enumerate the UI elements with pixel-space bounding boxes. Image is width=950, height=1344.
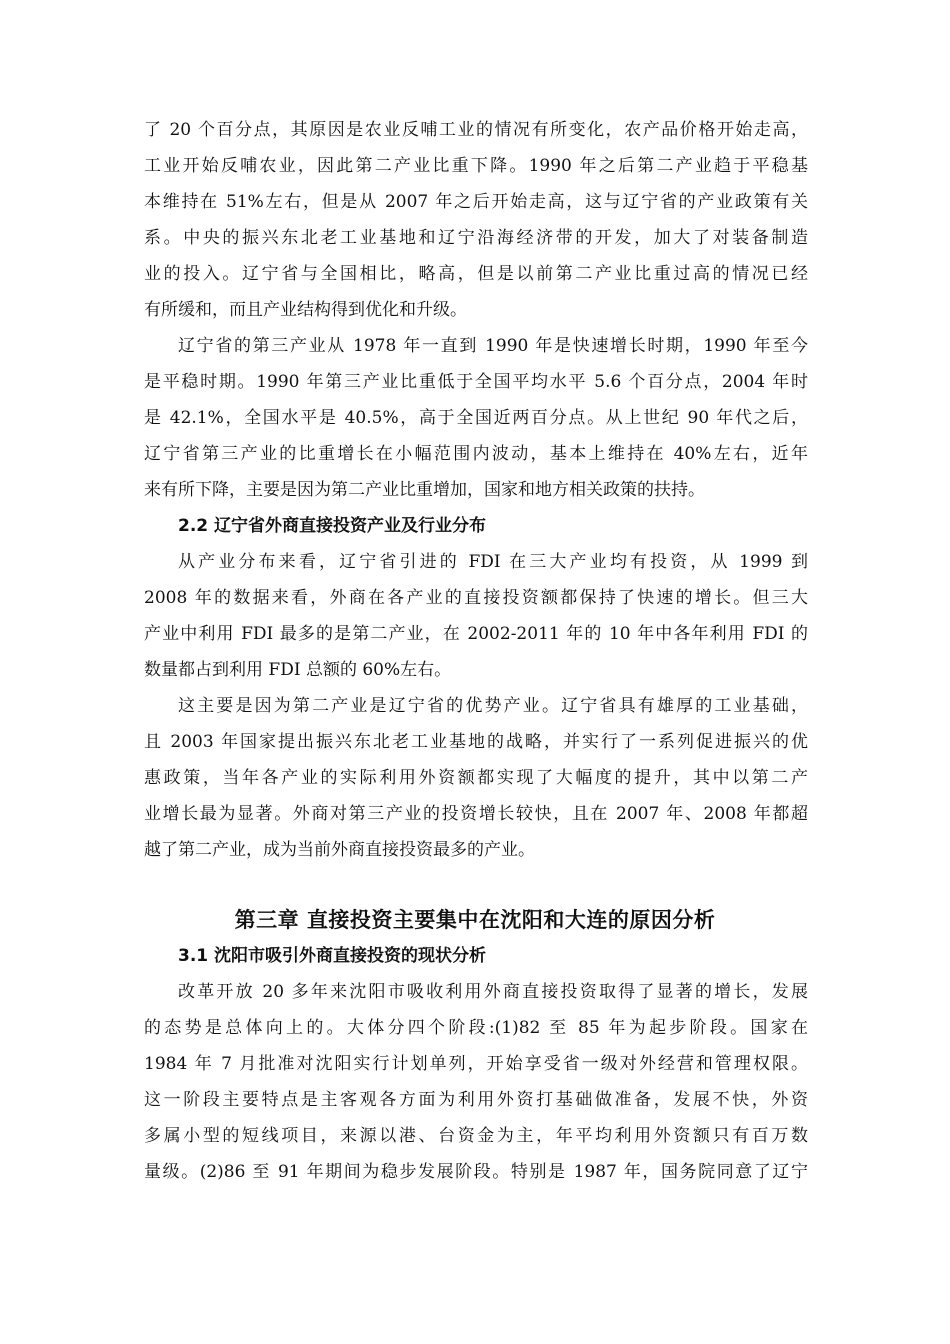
paragraph-line: 的态势是总体向上的。大体分四个阶段:(1)82 至 85 年为起步阶段。国家在 (144, 1018, 808, 1038)
paragraph-line: 了 20 个百分点，其原因是农业反哺工业的情况有所变化，农产品价格开始走高， (144, 120, 808, 140)
paragraph-line: 本维持在 51%左右，但是从 2007 年之后开始走高，这与辽宁省的产业政策有关 (144, 192, 808, 212)
paragraph-line: 惠政策，当年各产业的实际利用外资额都实现了大幅度的提升，其中以第二产 (144, 768, 808, 788)
paragraph-line: 量级。(2)86 至 91 年期间为稳步发展阶段。特别是 1987 年，国务院同意了辽宁 (144, 1162, 808, 1182)
section-heading-3-1: 3.1 沈阳市吸引外商直接投资的现状分析 (178, 946, 487, 966)
paragraph-line: 业的投入。辽宁省与全国相比，略高，但是以前第二产业比重过高的情况已经 (144, 264, 808, 284)
paragraph-line: 是平稳时期。1990 年第三产业比重低于全国平均水平 5.6 个百分点，2004 年时 (144, 372, 808, 392)
paragraph-line: 工业开始反哺农业，因此第二产业比重下降。1990 年之后第二产业趋于平稳基 (144, 156, 808, 176)
section-heading-2-2: 2.2 辽宁省外商直接投资产业及行业分布 (178, 516, 487, 536)
paragraph-line: 业增长最为显著。外商对第三产业的投资增长较快，且在 2007 年、2008 年都超 (144, 804, 808, 824)
paragraph-line: 系。中央的振兴东北老工业基地和辽宁沿海经济带的开发，加大了对装备制造 (144, 228, 808, 248)
paragraph-line: 多属小型的短线项目，来源以港、台资金为主，年平均利用外资额只有百万数 (144, 1126, 808, 1146)
paragraph-line: 2008 年的数据来看，外商在各产业的直接投资额都保持了快速的增长。但三大 (144, 588, 808, 608)
paragraph-line: 有所缓和，而且产业结构得到优化和升级。 (144, 300, 467, 320)
paragraph-line: 这一阶段主要特点是主客观各方面为利用外资打基础做准备，发展不快，外资 (144, 1090, 808, 1110)
paragraph-line: 改革开放 20 多年来沈阳市吸收利用外商直接投资取得了显著的增长，发展 (178, 982, 808, 1002)
paragraph-line: 辽宁省第三产业的比重增长在小幅范围内波动，基本上维持在 40%左右，近年 (144, 444, 808, 464)
paragraph-line: 且 2003 年国家提出振兴东北老工业基地的战略，并实行了一系列促进振兴的优 (144, 732, 808, 752)
paragraph-line: 是 42.1%，全国水平是 40.5%，高于全国近两百分点。从上世纪 90 年代之后， (144, 408, 808, 428)
paragraph-line: 从产业分布来看，辽宁省引进的 FDI 在三大产业均有投资，从 1999 到 (178, 552, 808, 572)
paragraph-line: 越了第二产业，成为当前外商直接投资最多的产业。 (144, 840, 535, 860)
chapter-title: 第三章 直接投资主要集中在沈阳和大连的原因分析 (234, 908, 716, 932)
paragraph-line: 这主要是因为第二产业是辽宁省的优势产业。辽宁省具有雄厚的工业基础， (178, 696, 808, 716)
paragraph-line: 来有所下降，主要是因为第二产业比重增加，国家和地方相关政策的扶持。 (144, 480, 705, 500)
paragraph-line: 1984 年 7 月批准对沈阳实行计划单列，开始享受省一级对外经营和管理权限。 (144, 1054, 808, 1074)
paragraph-line: 产业中利用 FDI 最多的是第二产业，在 2002-2011 年的 10 年中各年利用 FDI 的 (144, 624, 808, 644)
paragraph-line: 数量都占到利用 FDI 总额的 60%左右。 (144, 660, 452, 680)
paragraph-line: 辽宁省的第三产业从 1978 年一直到 1990 年是快速增长时期，1990 年至今 (178, 336, 808, 356)
